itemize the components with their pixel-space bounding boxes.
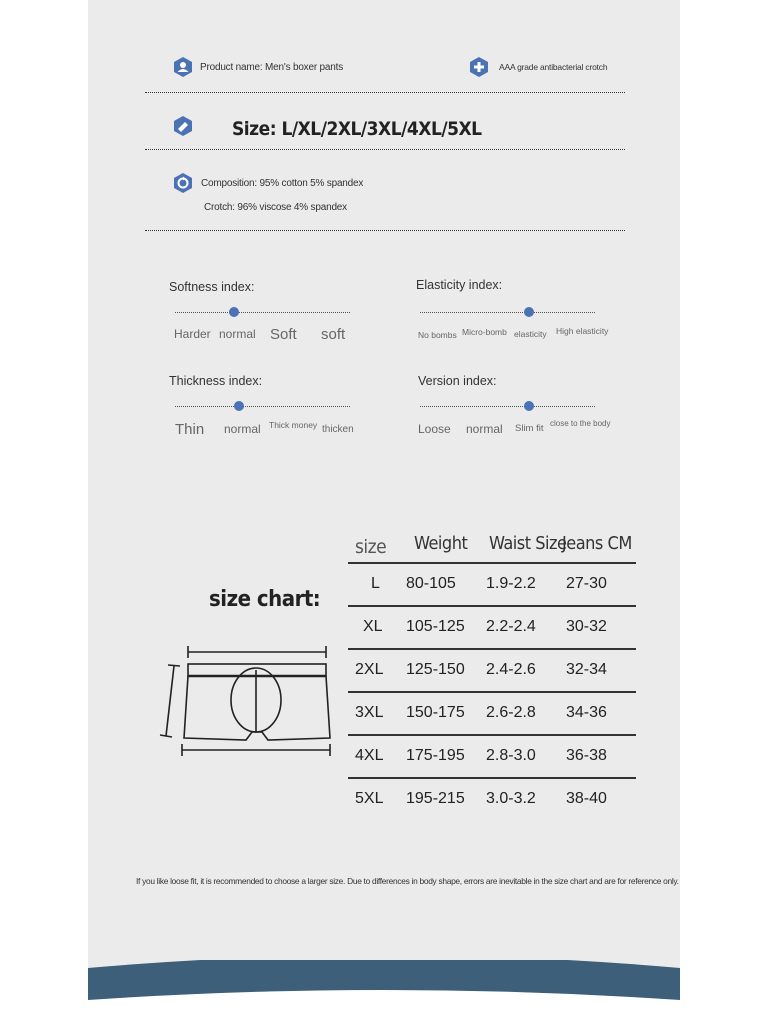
footnote: If you like loose fit, it is recommended to choose a larger size. Due to differences in body shape, errors are inevitable in the size chart and are for reference only. <box>136 876 679 886</box>
table-cell: 195-215 <box>406 790 465 807</box>
feature-text: AAA grade antibacterial crotch <box>499 62 608 72</box>
thickness-label: Thin <box>175 421 205 438</box>
table-cell: 2.8-3.0 <box>486 747 536 764</box>
footer-wave <box>88 960 680 1024</box>
size-chart-title: size chart: <box>209 587 321 612</box>
table-cell: 2.6-2.8 <box>486 704 536 721</box>
version-label: Loose <box>418 422 451 436</box>
softness-label: Harder <box>174 327 211 341</box>
softness-label: soft <box>321 326 346 343</box>
elasticity-label: Micro-bomb <box>462 327 507 337</box>
table-cell: 2.2-2.4 <box>486 618 536 635</box>
column-header: Weight <box>414 533 468 554</box>
elasticity-label: No bombs <box>418 330 457 340</box>
recycle-icon <box>172 172 194 194</box>
table-cell: 36-38 <box>566 747 607 764</box>
table-rule <box>348 648 636 650</box>
table-cell: 27-30 <box>566 575 607 592</box>
softness-label: normal <box>219 327 256 341</box>
size-range: Size: L/XL/2XL/3XL/4XL/5XL <box>232 118 482 140</box>
thickness-index-title: Thickness index: <box>169 374 263 388</box>
thickness-label: Thick money <box>269 420 318 430</box>
version-label: Slim fit <box>515 423 544 434</box>
table-cell: XL <box>363 618 383 635</box>
table-cell: L <box>371 575 380 592</box>
table-rule <box>348 691 636 693</box>
softness-index-title: Softness index: <box>169 280 255 294</box>
divider <box>145 149 625 150</box>
table-cell: 5XL <box>355 790 384 807</box>
product-name: Product name: Men's boxer pants <box>200 62 344 73</box>
table-cell: 30-32 <box>566 618 607 635</box>
ruler-icon <box>172 115 194 137</box>
table-cell: 2XL <box>355 661 384 678</box>
table-cell: 3XL <box>355 704 384 721</box>
table-cell: 80-105 <box>406 575 456 592</box>
column-header: Jeans CM <box>562 533 632 554</box>
table-cell: 32-34 <box>566 661 607 678</box>
table-cell: 3.0-3.2 <box>486 790 536 807</box>
elasticity-label: High elasticity <box>556 326 609 336</box>
table-cell: 34-36 <box>566 704 607 721</box>
table-cell: 4XL <box>355 747 384 764</box>
divider <box>145 92 625 93</box>
boxer-diagram <box>158 640 338 770</box>
version-label: close to the body <box>550 419 611 428</box>
elasticity-index-title: Elasticity index: <box>416 278 503 292</box>
table-cell: 175-195 <box>406 747 465 764</box>
softness-label: Soft <box>270 326 297 343</box>
version-knob <box>524 401 534 411</box>
crotch-composition-text: Crotch: 96% viscose 4% spandex <box>204 202 347 213</box>
elasticity-knob <box>524 307 534 317</box>
table-rule <box>348 777 636 779</box>
thickness-knob <box>234 401 244 411</box>
person-icon <box>172 56 194 78</box>
shield-plus-icon <box>468 56 490 78</box>
table-cell: 105-125 <box>406 618 465 635</box>
thickness-label: thicken <box>322 424 354 435</box>
elasticity-track <box>420 312 595 313</box>
table-cell: 38-40 <box>566 790 607 807</box>
column-header: Waist Size <box>489 533 567 554</box>
divider <box>145 230 625 231</box>
table-cell: 1.9-2.2 <box>486 575 536 592</box>
thickness-track <box>175 406 350 407</box>
version-track <box>420 406 595 407</box>
table-rule <box>348 562 636 564</box>
table-rule <box>348 605 636 607</box>
composition-text: Composition: 95% cotton 5% spandex <box>201 178 364 189</box>
product-info-panel <box>88 0 680 1024</box>
version-index-title: Version index: <box>418 374 497 388</box>
thickness-label: normal <box>224 422 261 436</box>
table-cell: 150-175 <box>406 704 465 721</box>
version-label: normal <box>466 422 503 436</box>
table-cell: 2.4-2.6 <box>486 661 536 678</box>
column-header: size <box>355 536 387 558</box>
elasticity-label: elasticity <box>514 329 547 339</box>
softness-knob <box>229 307 239 317</box>
softness-track <box>175 312 350 313</box>
table-cell: 125-150 <box>406 661 465 678</box>
table-rule <box>348 734 636 736</box>
